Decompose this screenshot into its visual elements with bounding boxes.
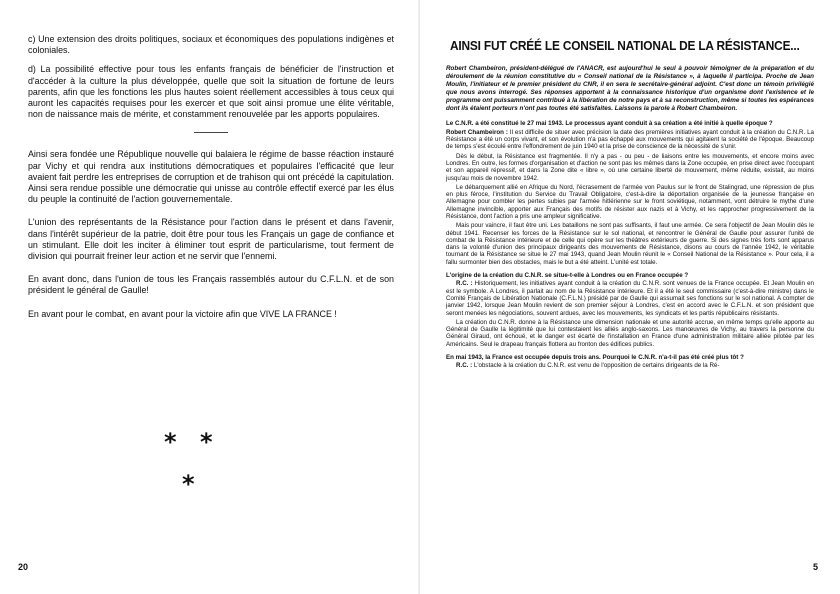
- answer-2: [446, 280, 814, 316]
- left-paragraph-republique: Ainsi sera fondée une République nouvelle qui balaiera le régime de basse réaction instauré par Vichy et qui rendra aux institutions démocratiques et populaires l'efficacité que leur avaient fait perdre les entreprises de corruption et de trahison qui ont précédé la capitulation. Ainsi sera rendue possible une démocratie qui unisse au contrôle effectif exercé par les élus du peuple la continuité de l'action gouvernementale.: [28, 149, 394, 205]
- asterisk-1: *: [164, 428, 177, 456]
- left-paragraph-c: c) Une extension des droits politiques, sociaux et économiques des populations indigènes et coloniales.: [28, 34, 394, 56]
- right-page: [420, 0, 840, 594]
- answer-1-paragraph-3: Le débarquement allié en Afrique du Nord, l'écrasement de l'armée von Paulus sur le front de Stalingrad, une répression de plus en plus féroce, l'institution du Service du Travail Obligatoire, c'est-à-dire la déportation organisée de la jeunesse française en Allemagne pour combler les pertes subies par l'armée hitlérienne sur le front soviétique, notamment, vont détruire le mythe d'une Allemagne invincible, apporter aux Français des motifs de résister aux nazis et à Vichy, et les rapprocher progressivement de la Résistance, dont l'action a pris une ampleur significative.: [446, 183, 814, 220]
- answer-2-paragraph-2: La création du C.N.R. donne à la Résistance une dimension nationale et une autorité accrue, en même temps qu'elle apporte au Général de Gaulle la légitimité que lui contestaient les alliés anglo-saxons. Les manœuvres de Vichy, au travers la personne du Général Giraud, ont échoué, et le danger est écarté de l'installation en France d'une administration militaire alliée pilotée par les Américains. Seul le drapeau français flottera au fronton des édifices publics.: [446, 318, 814, 348]
- left-paragraph-d: d) La possibilité effective pour tous les enfants français de bénéficier de l'instruction et d'accéder à la culture la plus développée, quelle que soit la situation de fortune de leurs parents, afin que les fonctions les plus hautes soient réellement accessibles à tous ceux qui auront les capacités requises pour les exercer et que soit ainsi promue une élite véritable, non de naissance mais de mérite, et constamment renouvelée par les apports populaires.: [28, 64, 394, 120]
- left-paragraph-vive-la-france: En avant pour le combat, en avant pour la victoire afin que VIVE LA FRANCE !: [28, 308, 337, 319]
- article-title: AINSI FUT CRÉÉ LE CONSEIL NATIONAL DE LA RÉSISTANCE...: [450, 38, 800, 53]
- answer-1-label: Robert Chambeiron :: [446, 128, 508, 136]
- asterisk-3: *: [182, 470, 195, 498]
- answer-2-label: R.C. :: [456, 280, 473, 288]
- question-3: En mai 1943, la France est occupée depuis trois ans. Pourquoi le C.N.R. n'a-t-il pas été créé plus tôt ?: [446, 354, 744, 362]
- question-2: L'origine de la création du C.N.R. se situe-t-elle à Londres ou en France occupée ?: [446, 272, 689, 280]
- answer-1-paragraph-2: Dès le début, la Résistance est fragmentée. Il n'y a pas - ou peu - de liaisons entre les mouvements, et encore moins avec Londres. En outre, les formes d'organisation et d'action ne sont pas les mêmes dans la Zone occupée, en prise direct avec l'occupant et son appareil répressif, et dans la Zone dite « libre », où une certaine liberté de mouvement, même réduite, existait, au moins jusqu'au mois de novembre 1942.: [446, 152, 814, 182]
- asterism: [150, 430, 240, 500]
- answer-1-text: Il est difficile de situer avec précision la date des premières initiatives ayant conduit à la création du C.N.R. La Résistance a été un corps vivant, et son évolution n'a pas échappé aux mouvements qui agitaient la société de l'époque. Beaucoup de temps s'est écoulé entre l'effondrement de juin 1940 et la prise de conscience de la nécessité de s'unir.: [446, 128, 814, 151]
- page-number-right: 5: [812, 562, 818, 572]
- section-separator: [194, 132, 228, 133]
- answer-2-text: Historiquement, les initiatives ayant conduit à la création du C.N.R. sont venues de la France occupée. Et Jean Moulin en est le symbole. A Londres, il parlait au nom de la Résistance intérieure. Et il a été le seul commissaire (c'est-à-dire ministre) dans le Comité Français de Libération Nationale (C.F.L.N.) présidé par de Gaulle qui assumait ses fonctions sur le sol national. A compter de janvier 1942, lorsque Jean Moulin revient de son premier séjour à Londres, c'est en accord avec le C.F.L.N. et son président que seront menées les négociations, souvent ardues, avec les mouvements, les syndicats et les partis républicains résistants.: [446, 280, 814, 317]
- asterisk-2: *: [200, 428, 213, 456]
- answer-1: [446, 129, 814, 151]
- answer-3-text: L'obstacle à la création du C.N.R. est venu de l'opposition de certains dirigeants de la Ré-: [473, 362, 720, 370]
- page-number-left: 20: [18, 562, 29, 572]
- answer-1-paragraph-4: Mais pour vaincre, il faut être uni. Les bataillons ne sont pas suffisants, il faut une armée. Ce sera l'objectif de Jean Moulin dès le début 1941. Recenser les forces de la Résistance sur le sol national, et rencontrer le Général de Gaulle pour assurer l'unité de combat de la Résistance intérieure et de celle qui opère sur les théâtres extérieurs de guerre. Si des signes très forts sont apparus dans la volonté d'union des principaux dirigeants des mouvements de Résistance, disons au cours de l'année 1942, le véritable tournant de la Résistance se situe le 27 mai 1943, quand Jean Moulin réunit le « Conseil National de la Résistance ». Pour cela, il a fallu surmonter bien des obstacles, mais le but a été atteint. L'unité est totale.: [446, 222, 814, 266]
- answer-3-label: R.C. :: [456, 362, 473, 370]
- answer-3: [446, 362, 814, 369]
- question-1: Le C.N.R. a été constitué le 27 mai 1943. Le processus ayant conduit à sa création a été initié à quelle époque ?: [446, 120, 773, 128]
- article-intro: Robert Chambeiron, président-délégué de l'ANACR, est aujourd'hui le seul à pouvoir témoigner de la préparation et du déroulement de la réunion constitutive du « Conseil national de la Résistance », à laquelle il participa. Proche de Jean Moulin, l'initiateur et le premier président du CNR, il en sera le secrétaire-général adjoint. C'est donc un témoin privilégié que nous avons interrogé. Ses réponses apportent à la connaissance historique d'un organisme dont l'existence et le programme ont puissamment contribué à la libération de notre pays et à sa reconstruction, même si toutes les espérances dont ils étaient porteurs n'ont pas toutes été satisfaites. Laissons la parole à Robert Chambeiron.: [446, 65, 814, 112]
- left-paragraph-union: L'union des représentants de la Résistance pour l'action dans le présent et dans l'avenir, dans l'intérêt supérieur de la patrie, doit être pour tous les Français un gage de confiance et un stimulant. Elle doit les inciter à éliminer tout esprit de particularisme, tout ferment de division qui pourrait freiner leur action et ne servir que l'ennemi.: [28, 217, 394, 262]
- left-paragraph-en-avant: En avant donc, dans l'union de tous les Français rassemblés autour du C.F.L.N. et de son président le général de Gaulle!: [28, 274, 394, 296]
